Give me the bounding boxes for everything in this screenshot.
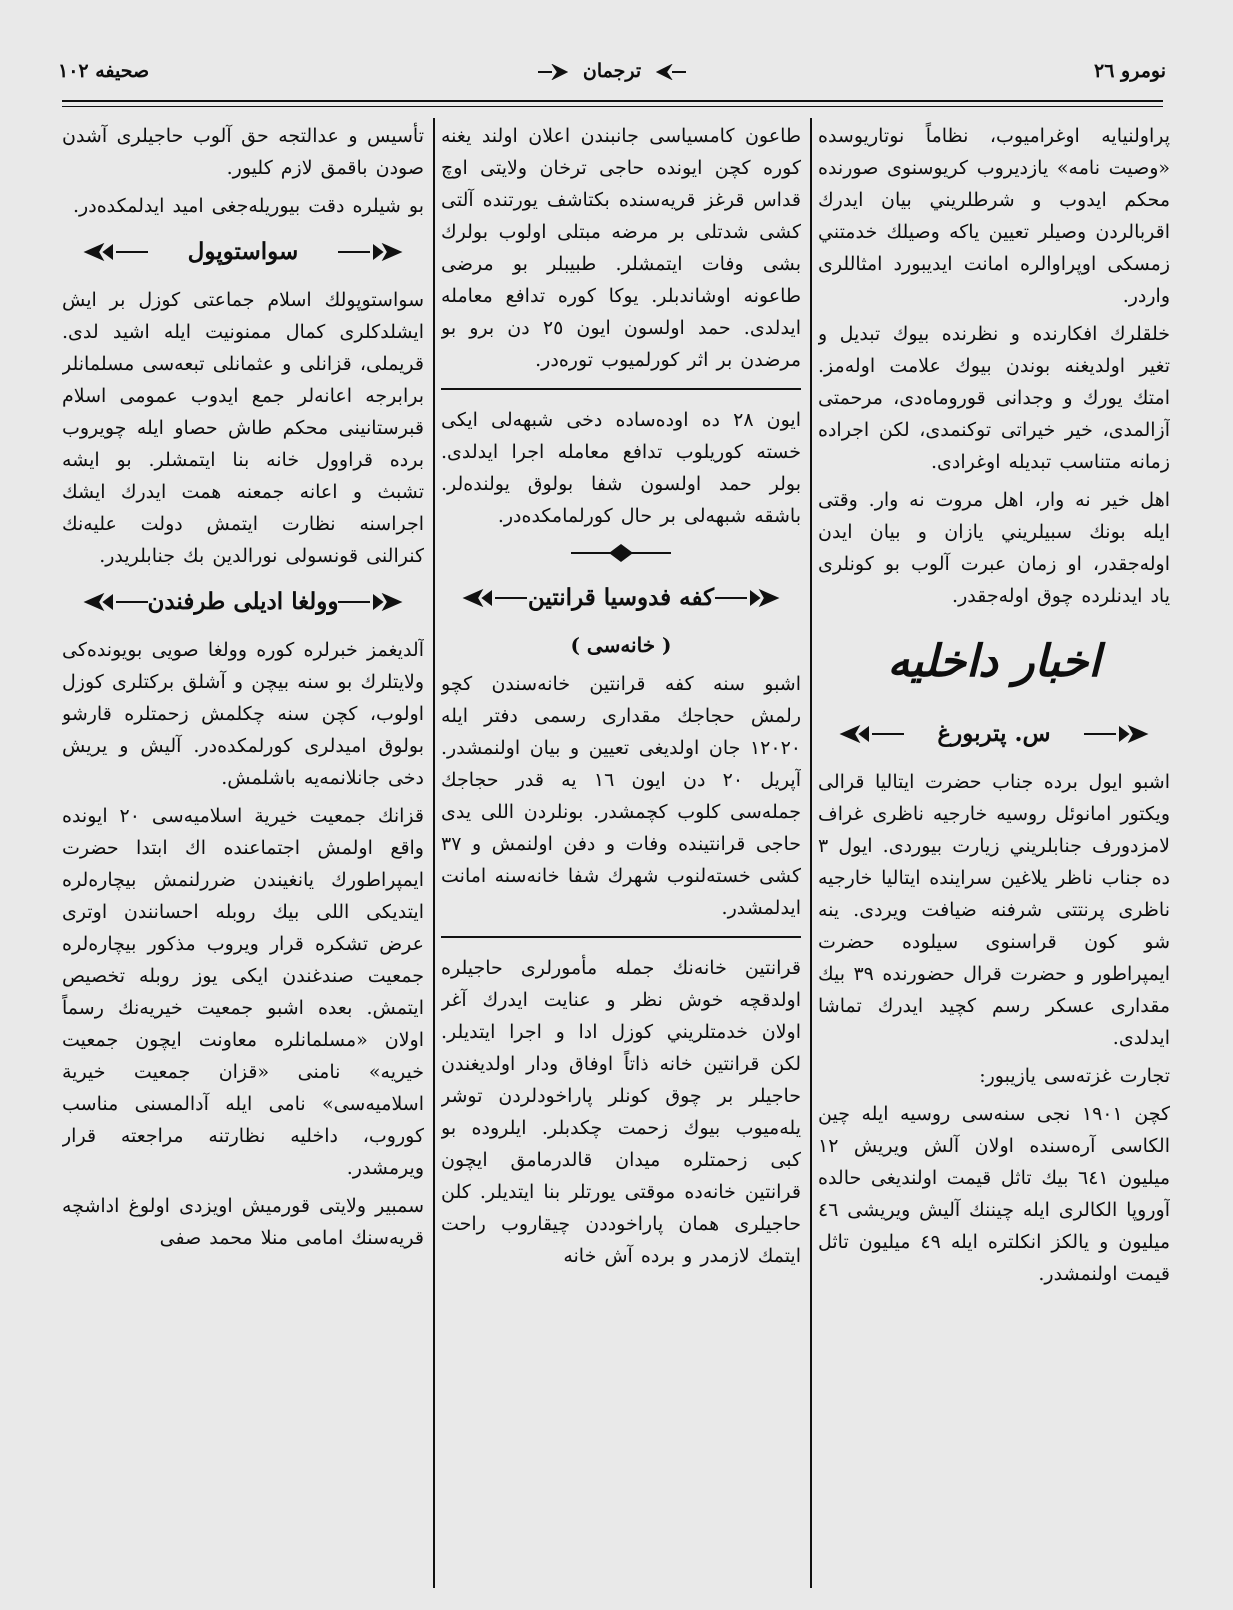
column-divider-right (810, 118, 812, 1588)
column-right (818, 120, 1170, 1585)
page-header (58, 60, 1166, 100)
paragraph: اشبو ايول برده جناب حضرت ايتاليا قرالى ويكتور امانوئل روسيه خارجيه ناظرى غراف لامزدورف جنابلريني زيارت بيوردى. ايول ٣ ده جناب ناظر يلاغين سرايندە ايتاليا خارجيه ناظرى پرنتتى شرفنه ضيافت ويردى. ينه شو كون قراسنوى سيلوده حضرت ايمپراطور و حضرت قرال حضورنده ٣٩ بيك مقدارى عسكر رسم كچيد ايدرك تماشا ايدلدى. (818, 771, 1170, 1049)
paragraph: سمبير ولايتى قورميش اويزدى اولوغ اداشچه قريەسنك امامى منلا محمد صفى (62, 1195, 424, 1249)
header-rule (62, 100, 1163, 102)
left-ornament-icon (656, 64, 688, 80)
section-subheading: ( خانەسى ) (570, 633, 672, 657)
column-divider-left (433, 118, 435, 1588)
paper-name: ترجمان (582, 60, 642, 82)
paragraph: كچن ١٩٠١ نجى سنەسى روسيه ايله چين الكاسى آرەسنده اولان آلش ويريش ١٢ ميليون ٦٤١ بيك تاثل قيمت اولنديغى حالده آوروپا الكالرى ايله چيننك آليش ويريشى ٤٦ ميليون و يالكز انكلتره ايله ٤٩ ميليون تاثل قيمت اولنمشدر. (818, 1103, 1170, 1285)
big-title: اخبار داخليه (887, 636, 1101, 687)
section-title: س. پتربورغ (937, 720, 1051, 747)
page-number: صحيفه ١٠٢ (58, 60, 150, 82)
section-title: كفه فدوسيا قرانتين (527, 584, 715, 611)
heading-ornament-icon (82, 242, 152, 262)
diamond-divider-icon (441, 538, 801, 568)
right-ornament-icon (536, 64, 568, 80)
section-heading (62, 230, 424, 274)
section-heading (62, 580, 424, 624)
paragraph: تأسيس و عدالتجه حق آلوب حاجيلرى آشدن صودن باقمق لازم كليور. (62, 125, 424, 179)
section-heading (818, 712, 1170, 756)
separator-rule (441, 936, 801, 938)
section-title: وولغا اديلى طرفندن (147, 588, 339, 615)
divider (441, 538, 801, 568)
paragraph: اهل خير نه وار، اهل مروت نه وار. وقتى ايله بونك سبيلريني يازان و بيان ايدن اولەجقدر، او زمان عبرت آلوب بو كونلرى ياد ايدنلرده چوق اولەجقدر. (818, 489, 1170, 607)
paragraph: قرانتين خانەنك جمله مأمورلرى حاجيلره اولدقچه خوش نظر و عنايت ايدرك آغر اولان خدمتلريني كوزل ادا و اجرا ايتديلر. لكن قرانتين خانه ذاتاً اوفاق ودار اولديغندن حاجيلر بر چوق كونلر پاراخودلردن توشر يلەميوب بيوك زحمت چكدبلر. ايلروده بو كبى زحمتلره ميدان قالدرمامق ايچون قرانتين خانەده موقتى يورتلر بنا ايتديلر. كلن حاجيلرى همان پاراخوددن چيقاروب راحت ايتمك لازمدر و برده آش خانه (441, 957, 801, 1267)
issue-number: نومرو ٢٦ (1094, 60, 1166, 82)
heading-ornament-icon (334, 242, 404, 262)
paragraph: خلقلرك افكارنده و نظرنده بيوك تبديل و تغير اولديغنه بوندن بيوك علامت اولەمز. امتك يورك و وجدانى قوروماەدى، مرحمتى آزالمدى، خير خيراتى توكنمدى، لكن اجراده زمانه متناسب تبديله اوغرادى. (818, 323, 1170, 473)
paragraph: ايون ٢٨ ده اوده‌ساده دخى شبهه‌لى ايكى خسته كوريلوب تدافع معامله اجرا ايدلدى. بولر حمد اولسون شفا بولوق يولنده‌لر. باشقه شبهه‌لى بر حال كورلمامكده‌در. (441, 409, 801, 527)
paragraph: آلديغمز خبرلره كوره وولغا صويى بويونده‌كى ولايتلرك بو سنه بيچن و آشلق بركتلرى كوزل اولوب، كچن سنه چكلمش زحمتلره قارشو بولوق اميدلرى كورلمكده‌در. آليش و يريش دخى جانلانمەيه باشلمش. (62, 639, 424, 789)
paragraph: بو شيلره دقت بيوريلەجغى اميد ايدلمكده‌در. (73, 195, 424, 217)
column-left (62, 120, 424, 1585)
section-title: سواستوپول (187, 238, 299, 265)
paragraph: پراولنيايه اوغراميوب، نظاماً نوتاريوسده «وصيت نامه» يازديروب كريوسنوى صورنده محكم ايدوب و شرطلريني بيان ايدرك اقربالردن وصيلر تعيين ياكه وصيلك خدمتني زمسكى اوپراوالره امانت ايديبورد امثاللرى واردر. (818, 125, 1170, 307)
header-rule-thin (62, 106, 1163, 107)
paragraph: سواستوپولك اسلام جماعتى كوزل بر ايش ايشلدكلرى كمال ممنونيت ايله اشيد لدى. قريملى، قزانلى و عثمانلى تبعەسى مسلمانلر برابرجه اعانەلر جمع ايدوب عمومى اسلام قبرستانينى محكم طاش حصاو ايله چويروب برده قراوول خانه بنا ايتمشلر. بو ايشه تشبث و اعانه جمعنه همت ايدرك ايشك اجراسنه نظارت ايتمش دولت عليەنك كنرالنى قونسولى نورالدين بك جنابلريدر. (62, 289, 424, 567)
paragraph: قزانك جمعيت خيرية اسلاميەسى ٢٠ ايونده واقع اولمش اجتماعنده اك ابتدا حضرت ايمپراطورك يانغيندن ضررلنمش بيچارەلره ايتديكى اللى بيك روبله احسانندن اوترى عرض تشكره قرار ويروب مذكور بيچارەلره جمعيت صندغندن ايكى يوز روبله تخصيص ايتمش. بعده اشبو جمعيت خيريەنك رسماً اولان «مسلمانلره معاونت ايچون جمعيت خيريه» نامنى «قزان جمعيت خيرية اسلاميەسى» نامى ايله آدالمسنى مناسب كوروب، داخليه نظارتنه مراجعته قرار ويرمشدر. (62, 805, 424, 1179)
paragraph: تجارت غزتەسى يازيبور: (979, 1065, 1170, 1087)
separator-rule (441, 388, 801, 390)
paragraph: اشبو سنه كفه قرانتين خانەسندن كچو رلمش حجاجك مقدارى رسمى دفتر ايله ١٢٠٢٠ جان اولديغى تعيين و بيان اولنمشدر. آپريل ٢٠ دن ايون ١٦ يه قدر حجاجك جملەسى كلوب كچمشدر. بونلردن اللى يدى حاجى قرانتينده وفات و دفن اولنمش و ٣٧ كشى خستەلنوب شهرك شفا خانەسنه امانت ايدلمشدر. (441, 673, 801, 919)
paragraph: طاعون كامسياسى جانبندن اعلان اولند يغنه كوره كچن ايونده حاجى ترخان ولايتى اوچ قداس قرغز قريەسنده بكتاشف يورتنده آلتى كشى شدتلى بر مرضه مبتلى اولوب بولرك بشى وفات ايتمشلر. طبيبلر بو مرضى طاعونه اوشاندبلر. يوكا كوره تدافع معامله ايدلدى. حمد اولسون ايون ٢٥ دن برو بو مرضدن بر اثر كورلميوب تورەدر. (441, 125, 801, 371)
masthead (58, 60, 1166, 82)
section-heading (441, 576, 801, 620)
column-middle (441, 120, 801, 1585)
heading-ornament-icon (1080, 724, 1150, 744)
section-banner (818, 622, 1170, 702)
heading-ornament-icon (838, 724, 908, 744)
